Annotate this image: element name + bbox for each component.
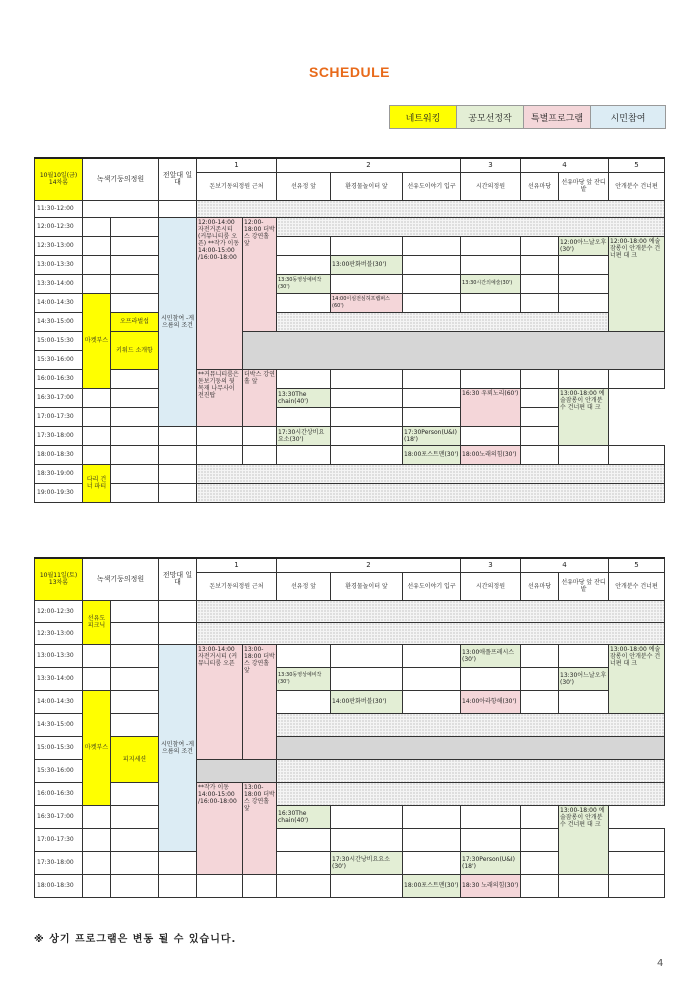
day1-time: 18:00-18:30 <box>35 445 83 464</box>
day2-num1: 1 <box>197 558 277 572</box>
day1-time: 12:30-13:00 <box>35 236 83 255</box>
schedule-table-day1 <box>34 157 665 503</box>
day2-special-c: **작가 이동 14:00-15:00 /16:00-18:00 <box>197 782 243 874</box>
day2-break <box>277 736 665 759</box>
day1-event-chain: 13:30The chain(40') <box>277 388 331 407</box>
day2-event-wind1: 13:00-18:00 예술잠롱이 안개분수 건너편 대 크 <box>609 644 665 713</box>
day1-event-film1: 13:00판화버블(30') <box>331 255 403 274</box>
day1-event-small1: 13:30동영상예비작(30') <box>277 274 331 293</box>
day1-num1: 1 <box>197 158 277 172</box>
day2-picnic: 선유도 피크닉 <box>83 600 111 644</box>
day2-num2: 2 <box>277 558 461 572</box>
legend-networking: 네트워킹 <box>390 106 457 128</box>
day1-sub6: 선유마당 <box>521 172 559 200</box>
page-number: 4 <box>657 958 664 969</box>
day2-sub3: 환경물놀이터 앞 <box>331 572 403 600</box>
day1-time: 15:30-16:00 <box>35 350 83 369</box>
day2-num5: 5 <box>609 558 665 572</box>
day1-sub2: 선유정 앞 <box>277 172 331 200</box>
day2-time: 15:30-16:00 <box>35 759 83 782</box>
day2-time: 14:30-15:00 <box>35 713 83 736</box>
day1-sub3: 환경물놀이터 앞 <box>331 172 403 200</box>
day2-num4: 4 <box>521 558 609 572</box>
day1-event-morning: 12:00아느날오후(30') <box>559 236 609 255</box>
day1-event-small2: 13:30시간의예술(30') <box>461 274 521 293</box>
day1-time: 16:30-17:00 <box>35 388 83 407</box>
day1-time: 13:00-13:30 <box>35 255 83 274</box>
day1-event-small3: 14:00이심전심허프랩퍼스(60') <box>331 293 403 312</box>
day2-time: 18:00-18:30 <box>35 874 83 897</box>
day1-event-wind1: 12:00-18:00 예술잠롱이 안개분수 건너편 대 크 <box>609 236 665 331</box>
day2-event-dance: 18:30 노래의힘(30') <box>461 874 521 897</box>
day2-event-chain: 16:30The chain(40') <box>277 805 331 828</box>
day2-num3: 3 <box>461 558 521 572</box>
day2-time: 14:00-14:30 <box>35 690 83 713</box>
day2-time: 17:00-17:30 <box>35 828 83 851</box>
day2-event-film: 14:00판화버블(30') <box>331 690 403 713</box>
day1-time: 19:00-19:30 <box>35 483 83 502</box>
day2-sub6: 선유마당 <box>521 572 559 600</box>
day1-sub7: 선유마당 앞 잔디밭 <box>559 172 609 200</box>
page-title: SCHEDULE <box>308 64 390 80</box>
day1-keyword-talk: 키워드 소개항 <box>111 331 159 369</box>
day2-sub8: 안개분수 건너편 <box>609 572 665 600</box>
day2-event-person: 17:30Person(U&I)(18') <box>461 851 521 874</box>
day2-sub2: 선유정 앞 <box>277 572 331 600</box>
day2-time: 16:00-16:30 <box>35 782 83 805</box>
day2-event-yellow: 13:00애플프레시스(30') <box>461 644 521 667</box>
day2-event-small1: 13:30동영상예비작(30') <box>277 667 331 690</box>
day2-date: 10월11일(토) 13차롬 <box>35 558 83 600</box>
day2-time: 12:30-13:00 <box>35 622 83 644</box>
day1-time: 15:00-15:30 <box>35 331 83 350</box>
day2-sub7: 선유마당 앞 잔디밭 <box>559 572 609 600</box>
day2-time: 17:30-18:00 <box>35 851 83 874</box>
day1-sub1: 돈보기동의정원 근처 <box>197 172 277 200</box>
day1-special-d: 더박스 강연홀 앞 <box>243 369 277 426</box>
day1-night-party: 다리 건너 파티 <box>83 464 111 502</box>
day2-sub5: 시간의정원 <box>461 572 521 600</box>
day1-time: 11:30-12:00 <box>35 200 83 217</box>
day2-event-dog: 17:30시간낭비요요소(30') <box>331 851 403 874</box>
day2-time: 13:30-14:00 <box>35 667 83 690</box>
day1-event-usi: 16:30 우뢰노리(60') <box>461 388 521 426</box>
day1-venue2: 전앞대 일대 <box>159 158 197 200</box>
day1-time: 13:30-14:00 <box>35 274 83 293</box>
day2-market: 마켓부스 <box>83 690 111 805</box>
day1-num2: 2 <box>277 158 461 172</box>
day2-time: 13:00-13:30 <box>35 644 83 667</box>
day1-time: 14:30-15:00 <box>35 312 83 331</box>
day2-special-d: 13:00-18:00 더박스 강연홀 앞 <box>243 782 277 874</box>
day1-event-person: 17:30Person(U&I)(18') <box>403 426 461 445</box>
legend <box>389 105 666 129</box>
schedule-table-day2 <box>34 557 665 898</box>
day1-date: 10월10일(금) 14차롬 <box>35 158 83 200</box>
day2-event-arrive: 14:00아라항해(30') <box>461 690 521 713</box>
day2-sub4: 선유도이야기 입구 <box>403 572 461 600</box>
day1-unavailable <box>197 200 665 217</box>
day1-event-dance: 18:00노래의힘(30') <box>461 445 521 464</box>
day1-num5: 5 <box>609 158 665 172</box>
day2-event-poster: 18:00포스트맨(30') <box>403 874 461 897</box>
legend-special-program: 특별프로그램 <box>524 106 591 128</box>
day1-special-c: **커뮤니티룸은 돋보기둥의 뒷 목재 나무사이 전진탑 <box>197 369 243 426</box>
day1-sub5: 시간의정원 <box>461 172 521 200</box>
day2-pizza: 피지세션 <box>111 736 159 782</box>
day2-event-morning: 13:30어느날오후(30') <box>559 667 609 690</box>
day1-sub8: 안개분수 건너편 <box>609 172 665 200</box>
day1-citizen-block: 시민참여 -게으름의 조건 <box>159 217 197 426</box>
legend-selected-works: 공모선정작 <box>457 106 524 128</box>
day1-market: 마켓부스 <box>83 293 111 388</box>
footer-note: ※ 상기 프로그램은 변동 될 수 있습니다. <box>34 934 237 945</box>
day1-num4: 4 <box>521 158 609 172</box>
legend-citizen: 시민참여 <box>591 106 665 128</box>
day2-venue2: 전망대 일대 <box>159 558 197 600</box>
day2-time: 16:30-17:00 <box>35 805 83 828</box>
day2-venue1: 녹색기둥의정원 <box>83 558 159 600</box>
day1-time: 17:00-17:30 <box>35 407 83 426</box>
day2-special-b: 13:00-18:00 더박스 강연홀 앞 <box>243 644 277 759</box>
day2-time: 12:00-12:30 <box>35 600 83 622</box>
day1-event-wind2: 13:00-18:00 예술잠롱이 안개분수 건너편 대 크 <box>559 388 609 445</box>
day1-sub4: 선유도이야기 입구 <box>403 172 461 200</box>
day1-special-b: 12:00-18:00 더박스 강연홀 앞 <box>243 217 277 331</box>
day2-citizen-block: 시민참여 -게으름의 조건 <box>159 644 197 851</box>
day1-break <box>243 331 665 369</box>
day1-time: 18:30-19:00 <box>35 464 83 483</box>
day1-time: 12:00-12:30 <box>35 217 83 236</box>
day2-sub1: 돈보기동의정원 근처 <box>197 572 277 600</box>
day1-time: 14:00-14:30 <box>35 293 83 312</box>
day2-event-wind2: 13:00-18:00 예술잠롱이 안개분수 건너편 대 크 <box>559 805 609 874</box>
day1-open-seminar: 오프라벌섭 <box>111 312 159 331</box>
day1-num3: 3 <box>461 158 521 172</box>
day1-event-poster: 18:00포스트맨(30') <box>403 445 461 464</box>
day1-time: 17:30-18:00 <box>35 426 83 445</box>
day1-event-dog: 17:30시간상비요요소(30') <box>277 426 331 445</box>
day2-time: 15:00-15:30 <box>35 736 83 759</box>
day1-special-a: 12:00-14:00 자전거존시티 (커뮤니티룸 오픈) **작가 이동 14:00-15:00 /16:00-18:00 <box>197 217 243 369</box>
day2-special-a: 13:00-14:00 자전거시티 (커뮤니티룸 오픈 <box>197 644 243 759</box>
day1-venue1: 녹색기둥의정원 <box>83 158 159 200</box>
day1-time: 16:00-16:30 <box>35 369 83 388</box>
